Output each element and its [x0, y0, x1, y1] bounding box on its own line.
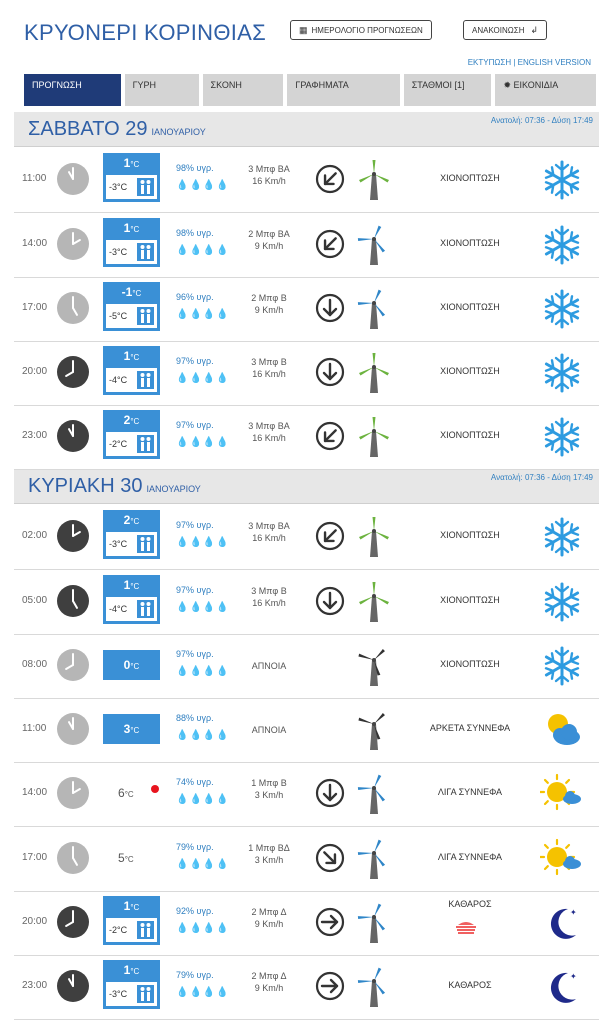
wind-speed: 16 Km/h: [252, 598, 286, 608]
snowflake-icon: [540, 415, 584, 459]
humidity: 79% υγρ.: [176, 970, 214, 980]
clock-icon: [57, 356, 89, 388]
wind-speed: 9 Km/h: [254, 241, 284, 251]
wind-turbine-icon: [357, 417, 391, 457]
forecast-row: [14, 405, 599, 470]
temperature: 1°C: [123, 963, 140, 977]
sunrise-sunset: Ανατολή: 07:36 - Δύση 17:49: [490, 116, 593, 125]
humidity-drops-icon: 💧💧💧💧: [176, 537, 230, 548]
calendar-button-label: ΗΜΕΡΟΛΟΓΙΟ ΠΡΟΓΝΩΣΕΩΝ: [311, 25, 423, 35]
wind-beaufort: 1 Μπφ ΒΔ: [248, 843, 290, 853]
wind-beaufort: 1 Μπφ Β: [251, 778, 287, 788]
people-icon: [137, 307, 154, 325]
humidity: 97% υγρ.: [176, 356, 214, 366]
wind-info: [236, 356, 302, 380]
temperature-box: [103, 510, 160, 559]
weather-condition: ΚΑΘΑΡΟΣ: [448, 899, 492, 909]
temperature-box: [103, 346, 160, 395]
forecast-row: [14, 634, 599, 699]
wind-beaufort: 3 Μπφ Β: [251, 586, 287, 596]
temperature: 6°C: [118, 786, 134, 800]
forecast-time: 02:00: [22, 530, 48, 541]
people-icon: [137, 435, 154, 453]
forecast-row: [14, 341, 599, 406]
humidity: 96% υγρ.: [176, 292, 214, 302]
clock-icon: [57, 292, 89, 324]
clock-icon: [57, 420, 89, 452]
forecast-row: [14, 955, 599, 1020]
weather-condition: ΧΙΟΝΟΠΤΩΣΗ: [440, 238, 500, 248]
wind-turbine-icon: [357, 225, 391, 265]
temperature: 1°C: [123, 221, 140, 235]
moon-icon: [540, 965, 584, 1009]
humidity: 97% υγρ.: [176, 585, 214, 595]
wind-beaufort: 2 Μπφ ΒΑ: [248, 229, 290, 239]
wind-info: [236, 724, 302, 736]
feels-like: -4°C: [106, 368, 157, 392]
temperature: 2°C: [123, 513, 140, 527]
people-icon: [137, 985, 154, 1003]
forecast-row: [14, 570, 599, 635]
humidity-drops-icon: 💧💧💧💧: [176, 923, 230, 934]
temperature: -1°C: [121, 285, 142, 299]
forecast-calendar-button[interactable]: [290, 20, 432, 40]
forecast-row: [14, 827, 599, 892]
forecast-time: 20:00: [22, 366, 48, 377]
announcement-button-label: ΑΝΑΚΟΙΝΩΣΗ: [472, 25, 525, 35]
humidity-drops-icon: 💧💧💧💧: [176, 859, 230, 870]
wind-direction-icon: [314, 520, 346, 552]
wind-speed: 9 Km/h: [254, 305, 284, 315]
wind-info: [236, 585, 302, 609]
temperature-box: [103, 714, 160, 744]
temperature-box: [103, 960, 160, 1009]
clock-icon: [57, 585, 89, 617]
wind-turbine-icon: [357, 517, 391, 557]
humidity: 98% υγρ.: [176, 163, 214, 173]
feels-like: -3°C: [106, 240, 157, 264]
humidity: 97% υγρ.: [176, 420, 214, 430]
forecast-row: [14, 213, 599, 278]
wind-beaufort: 2 Μπφ Δ: [251, 971, 287, 981]
temperature-box: [103, 282, 160, 331]
forecast-time: 20:00: [22, 916, 48, 927]
wind-beaufort: 2 Μπφ Δ: [251, 907, 287, 917]
temperature: 2°C: [123, 413, 140, 427]
forecast-time: 11:00: [22, 173, 47, 184]
clock-icon: [57, 649, 89, 681]
forecast-row: [14, 762, 599, 827]
snowflake-icon: [540, 580, 584, 624]
snowflake-icon: [540, 223, 584, 267]
forecast-time: 17:00: [22, 852, 48, 863]
tab-forecast[interactable]: ΠΡΟΓΝΩΣΗ: [24, 74, 121, 106]
clock-icon: [57, 777, 89, 809]
temperature: 1°C: [123, 899, 140, 913]
wind-beaufort: 3 Μπφ ΒΑ: [248, 421, 290, 431]
snowflake-icon: [540, 158, 584, 202]
wind-direction-icon: [314, 420, 346, 452]
wind-direction-icon: [314, 777, 346, 809]
humidity-drops-icon: 💧💧💧💧: [176, 666, 230, 677]
temperature-box: [103, 153, 160, 202]
wind-calm: ΑΠΝΟΙΑ: [251, 661, 287, 671]
wind-info: [236, 906, 302, 930]
tab-icons[interactable]: ✹ ΕΙΚΟΝΙΔΙΑ: [495, 74, 596, 106]
people-icon: [137, 535, 154, 553]
sun-small-cloud-icon: [540, 837, 584, 881]
tab-stations[interactable]: ΣΤΑΘΜΟΙ [1]: [404, 74, 492, 106]
clock-icon: [57, 520, 89, 552]
day-header: [14, 469, 599, 504]
temperature: 5°C: [118, 851, 134, 865]
weather-condition: ΛΙΓΑ ΣΥΝΝΕΦΑ: [437, 852, 503, 862]
weather-condition: ΧΙΟΝΟΠΤΩΣΗ: [440, 595, 500, 605]
feels-like: -3°C: [106, 982, 157, 1006]
wind-info: [236, 163, 302, 187]
forecast-row: [14, 891, 599, 956]
sunrise-sunset: Ανατολή: 07:36 - Δύση 17:49: [490, 473, 593, 482]
weather-condition: ΧΙΟΝΟΠΤΩΣΗ: [440, 366, 500, 376]
humidity: 97% υγρ.: [176, 520, 214, 530]
weather-condition: ΛΙΓΑ ΣΥΝΝΕΦΑ: [437, 787, 503, 797]
weather-condition: ΑΡΚΕΤΑ ΣΥΝΝΕΦΑ: [429, 723, 511, 733]
wind-calm: ΑΠΝΟΙΑ: [251, 725, 287, 735]
day-month: ΙΑΝΟΥΑΡΙΟΥ: [146, 484, 201, 494]
forecast-time: 14:00: [22, 787, 48, 798]
humidity-drops-icon: 💧💧💧💧: [176, 245, 230, 256]
feels-like: -2°C: [106, 432, 157, 456]
wind-info: [236, 292, 302, 316]
wind-speed: 16 Km/h: [252, 176, 286, 186]
day-name: ΚΥΡΙΑΚΗ 30 ΙΑΝΟΥΑΡΙΟΥ: [28, 475, 201, 497]
weather-condition: ΧΙΟΝΟΠΤΩΣΗ: [440, 430, 500, 440]
wind-beaufort: 3 Μπφ ΒΑ: [248, 164, 290, 174]
temperature-box: [103, 575, 160, 624]
feels-like: -2°C: [106, 918, 157, 942]
day-month: ΙΑΝΟΥΑΡΙΟΥ: [151, 127, 206, 137]
calendar-icon: ▦: [299, 24, 308, 35]
wind-direction-icon: [314, 970, 346, 1002]
feels-like: -3°C: [106, 532, 157, 556]
wind-info: [236, 520, 302, 544]
wind-speed: 3 Km/h: [254, 790, 284, 800]
wind-turbine-icon: [357, 839, 391, 879]
humidity-drops-icon: 💧💧💧💧: [176, 373, 230, 384]
wind-turbine-icon: [357, 774, 391, 814]
wind-turbine-icon: [357, 646, 391, 686]
humidity-drops-icon: 💧💧💧💧: [176, 794, 230, 805]
humidity: 79% υγρ.: [176, 842, 214, 852]
clock-icon: [57, 970, 89, 1002]
wind-info: [236, 228, 302, 252]
humidity-drops-icon: 💧💧💧💧: [176, 730, 230, 741]
forecast-time: 08:00: [22, 659, 48, 670]
snowflake-icon: [540, 515, 584, 559]
wind-direction-icon: [314, 228, 346, 260]
forecast-row: [14, 277, 599, 342]
temperature-box: [103, 896, 160, 945]
wind-info: [236, 420, 302, 444]
forecast-time: 14:00: [22, 238, 48, 249]
wind-turbine-icon: [357, 289, 391, 329]
wind-direction-icon: [314, 163, 346, 195]
wind-turbine-icon: [357, 710, 391, 750]
print-link[interactable]: ΕΚΤΥΠΩΣΗ: [467, 58, 512, 67]
feels-like: -4°C: [106, 597, 157, 621]
wind-speed: 16 Km/h: [252, 433, 286, 443]
temperature: 1°C: [123, 349, 140, 363]
wind-info: [236, 842, 302, 866]
temperature: 3°C: [123, 722, 140, 736]
forecast-time: 23:00: [22, 980, 48, 991]
wind-beaufort: 2 Μπφ Β: [251, 293, 287, 303]
return-arrow-icon: ↲: [530, 24, 539, 35]
humidity-drops-icon: 💧💧💧💧: [176, 437, 230, 448]
humidity: 98% υγρ.: [176, 228, 214, 238]
print-links: [468, 58, 591, 67]
wind-info: [236, 660, 302, 672]
people-icon: [137, 371, 154, 389]
wind-turbine-icon: [357, 353, 391, 393]
wind-speed: 9 Km/h: [254, 983, 284, 993]
weather-condition: ΧΙΟΝΟΠΤΩΣΗ: [440, 659, 500, 669]
temperature-box: [103, 218, 160, 267]
temperature: 1°C: [123, 156, 140, 170]
forecast-row: [14, 148, 599, 213]
wind-beaufort: 3 Μπφ Β: [251, 357, 287, 367]
temperature-box: [103, 410, 160, 459]
forecast-time: 17:00: [22, 302, 48, 313]
clock-icon: [57, 842, 89, 874]
feels-like: -5°C: [106, 304, 157, 328]
announcement-button[interactable]: [463, 20, 547, 40]
tab-dust[interactable]: ΣΚΟΝΗ: [203, 74, 284, 106]
weather-condition: ΚΑΘΑΡΟΣ: [448, 980, 492, 990]
tab-bar: [24, 74, 596, 106]
wind-turbine-icon: [357, 903, 391, 943]
people-icon: [137, 243, 154, 261]
temperature: 1°C: [123, 578, 140, 592]
wind-direction-icon: [314, 842, 346, 874]
svg-text:✦: ✦: [570, 972, 577, 981]
wind-speed: 16 Km/h: [252, 369, 286, 379]
forecast-row: [14, 505, 599, 570]
forecast-time: 11:00: [22, 723, 47, 734]
wind-speed: 9 Km/h: [254, 919, 284, 929]
humidity: 88% υγρ.: [176, 713, 214, 723]
warning-dot-icon: [151, 785, 159, 793]
people-icon: [137, 600, 154, 618]
wind-direction-icon: [314, 356, 346, 388]
sun-small-cloud-icon: [540, 772, 584, 816]
wind-direction-icon: [314, 292, 346, 324]
wind-turbine-icon: [357, 582, 391, 622]
snowflake-icon: [540, 644, 584, 688]
wind-speed: 3 Km/h: [254, 855, 284, 865]
link-separator: |: [513, 58, 516, 67]
clock-icon: [57, 906, 89, 938]
weather-condition: ΧΙΟΝΟΠΤΩΣΗ: [440, 173, 500, 183]
people-icon: [137, 921, 154, 939]
temperature-box: [103, 650, 160, 680]
wind-turbine-icon: [357, 967, 391, 1007]
english-version-link[interactable]: ENGLISH VERSION: [517, 58, 591, 67]
clock-icon: [57, 228, 89, 260]
wind-info: [236, 777, 302, 801]
weather-condition: ΧΙΟΝΟΠΤΩΣΗ: [440, 530, 500, 540]
gear-icon: ✹: [503, 80, 512, 90]
haze-icon: [454, 920, 478, 934]
forecast-row: [14, 698, 599, 763]
day-name: ΣΑΒΒΑΤΟ 29 ΙΑΝΟΥΑΡΙΟΥ: [28, 118, 206, 140]
snowflake-icon: [540, 351, 584, 395]
humidity-drops-icon: 💧💧💧💧: [176, 987, 230, 998]
moon-icon: [540, 901, 584, 945]
forecast-time: 05:00: [22, 595, 48, 606]
forecast-time: 23:00: [22, 430, 48, 441]
humidity: 92% υγρ.: [176, 906, 214, 916]
temperature: 0°C: [123, 658, 140, 672]
page-title: ΚΡΥΟΝΕΡΙ ΚΟΡΙΝΘΙΑΣ: [24, 20, 267, 45]
wind-direction-icon: [314, 906, 346, 938]
feels-like: -3°C: [106, 175, 157, 199]
humidity: 74% υγρ.: [176, 777, 214, 787]
wind-beaufort: 3 Μπφ ΒΑ: [248, 521, 290, 531]
svg-text:✦: ✦: [570, 908, 577, 917]
wind-turbine-icon: [357, 160, 391, 200]
wind-direction-icon: [314, 585, 346, 617]
tab-pollen[interactable]: ΓΥΡΗ: [125, 74, 199, 106]
people-icon: [137, 178, 154, 196]
humidity: 97% υγρ.: [176, 649, 214, 659]
wind-info: [236, 970, 302, 994]
snowflake-icon: [540, 287, 584, 331]
header: [0, 0, 605, 67]
humidity-drops-icon: 💧💧💧💧: [176, 180, 230, 191]
day-header: [14, 112, 599, 147]
humidity-drops-icon: 💧💧💧💧: [176, 602, 230, 613]
weather-condition: ΧΙΟΝΟΠΤΩΣΗ: [440, 302, 500, 312]
tab-charts[interactable]: ΓΡΑΦΗΜΑΤΑ: [287, 74, 399, 106]
clock-icon: [57, 163, 89, 195]
wind-speed: 16 Km/h: [252, 533, 286, 543]
sun-cloud-icon: [540, 708, 584, 752]
clock-icon: [57, 713, 89, 745]
humidity-drops-icon: 💧💧💧💧: [176, 309, 230, 320]
